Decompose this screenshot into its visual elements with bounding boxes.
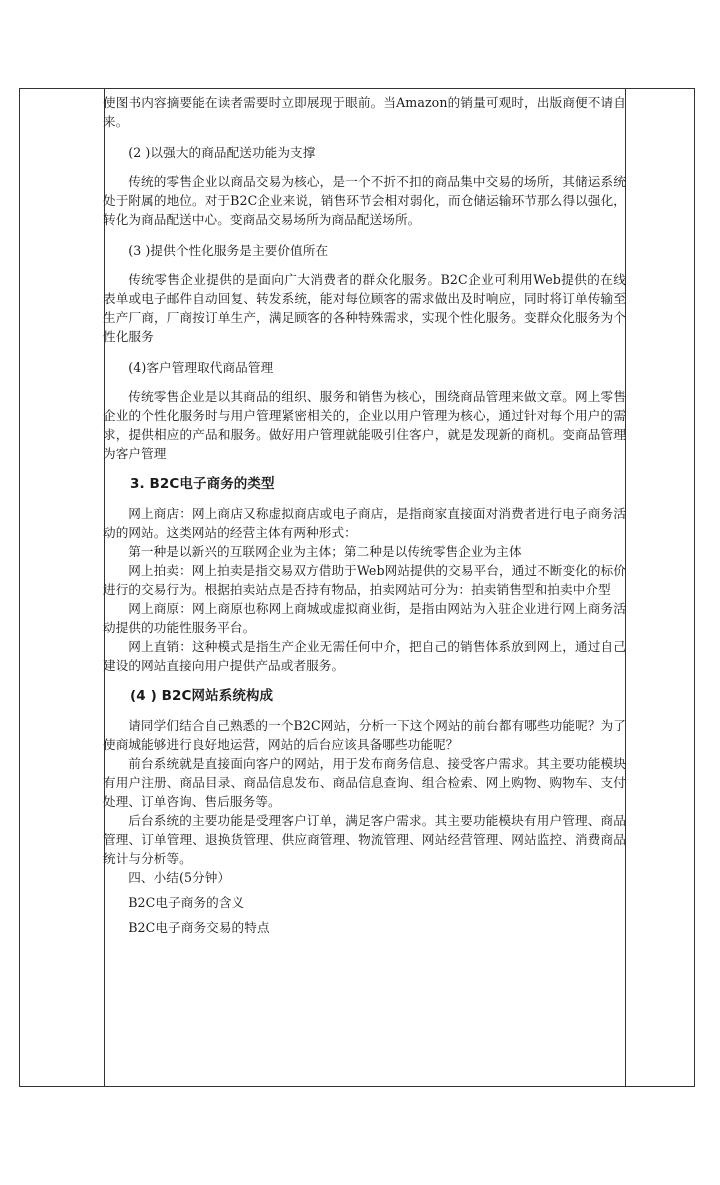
paragraph-direct-sales: 网上直销：这种模式是指生产企业无需任何中介，把自己的销售体系放到网上，通过自己建设的网站直接向用户提供产品或者服务。 — [103, 639, 626, 673]
subheading-delivery: (2 )以强大的商品配送功能为支撑 — [128, 145, 316, 160]
paragraph-online-mall: 网上商原：网上商原也称网上商城或虚拟商业街，是指由网站为入驻企业进行网上商务活动提供的功能性服务平台。 — [103, 601, 626, 635]
subheading-personalized: (3 )提供个性化服务是主要价值所在 — [128, 243, 329, 258]
paragraph-question: 请同学们结合自己熟悉的一个B2C网站，分析一下这个网站的前台都有哪些功能呢？为了使商城能够进行良好地运营，网站的后台应该具备哪些功能呢？ — [103, 718, 626, 752]
summary-item-definition: B2C电子商务的含义 — [128, 895, 245, 910]
section-heading-system: (4 ) B2C网站系统构成 — [130, 688, 274, 704]
paragraph-online-store: 网上商店：网上商店又称虚拟商店或电子商店，是指商家直接面对消费者进行电子商务活动的网站。这类网站的经营主体有两种形式： — [103, 506, 626, 540]
section-heading-b2c-types: 3. B2C电子商务的类型 — [130, 476, 275, 492]
paragraph-backend: 后台系统的主要功能是受理客户订单，满足客户需求。其主要功能模块有用户管理、商品管理、订单管理、退换货管理、供应商管理、物流管理、网站经营管理、网站监控、消费商品统计与分析等。 — [103, 813, 626, 866]
paragraph-online-auction: 网上拍卖：网上拍卖是指交易双方借助于Web网站提供的交易平台，通过不断变化的标价进行的交易行为。根据拍卖站点是否持有物品，拍卖网站可分为：拍卖销售型和拍卖中介型 — [103, 563, 626, 597]
summary-heading: 四、小结(5分钟） — [128, 870, 231, 885]
paragraph-store-types: 第一种是以新兴的互联网企业为主体；第二种是以传统零售企业为主体 — [128, 544, 522, 559]
subheading-customer-management: (4)客户管理取代商品管理 — [128, 360, 274, 375]
paragraph-personalized: 传统零售企业提供的是面向广大消费者的群众化服务。B2C企业可利用Web提供的在线表单或电子邮件自动回复、转发系统，能对每位顾客的需求做出及时响应，同时将订单传输至生产厂商，厂商按订单生产，满足顾客的各种特殊需求，实现个性化服务。变群众化服务为个性化服务 — [103, 272, 626, 344]
paragraph-customer-management: 传统零售企业是以其商品的组织、服务和销售为核心，围绕商品管理来做文章。网上零售企业的个性化服务时与用户管理紧密相关的，企业以用户管理为核心，通过针对每个用户的需求，提供相应的产品和服务。做好用户管理就能吸引住客户，就是发现新的商机。变商品管理为客户管理 — [103, 389, 626, 461]
summary-item-features: B2C电子商务交易的特点 — [128, 920, 270, 935]
paragraph-amazon: 使图书内容摘要能在读者需要时立即展现于眼前。当Amazon的销量可观时，出版商便不请自来。 — [103, 95, 626, 129]
paragraph-frontend: 前台系统就是直接面向客户的网站，用于发布商务信息、接受客户需求。其主要功能模块有用户注册、商品目录、商品信息发布、商品信息查询、组合检索、网上购物、购物车、支付处理、订单咨询、售后服务等。 — [103, 756, 626, 809]
lesson-content — [103, 93, 626, 937]
paragraph-delivery: 传统的零售企业以商品交易为核心，是一个不折不扣的商品集中交易的场所，其储运系统处于附属的地位。对于B2C企业来说，销售环节会相对弱化，而仓储运输环节那么得以强化，转化为商品配送中心。变商品交易场所为商品配送场所。 — [103, 174, 626, 227]
